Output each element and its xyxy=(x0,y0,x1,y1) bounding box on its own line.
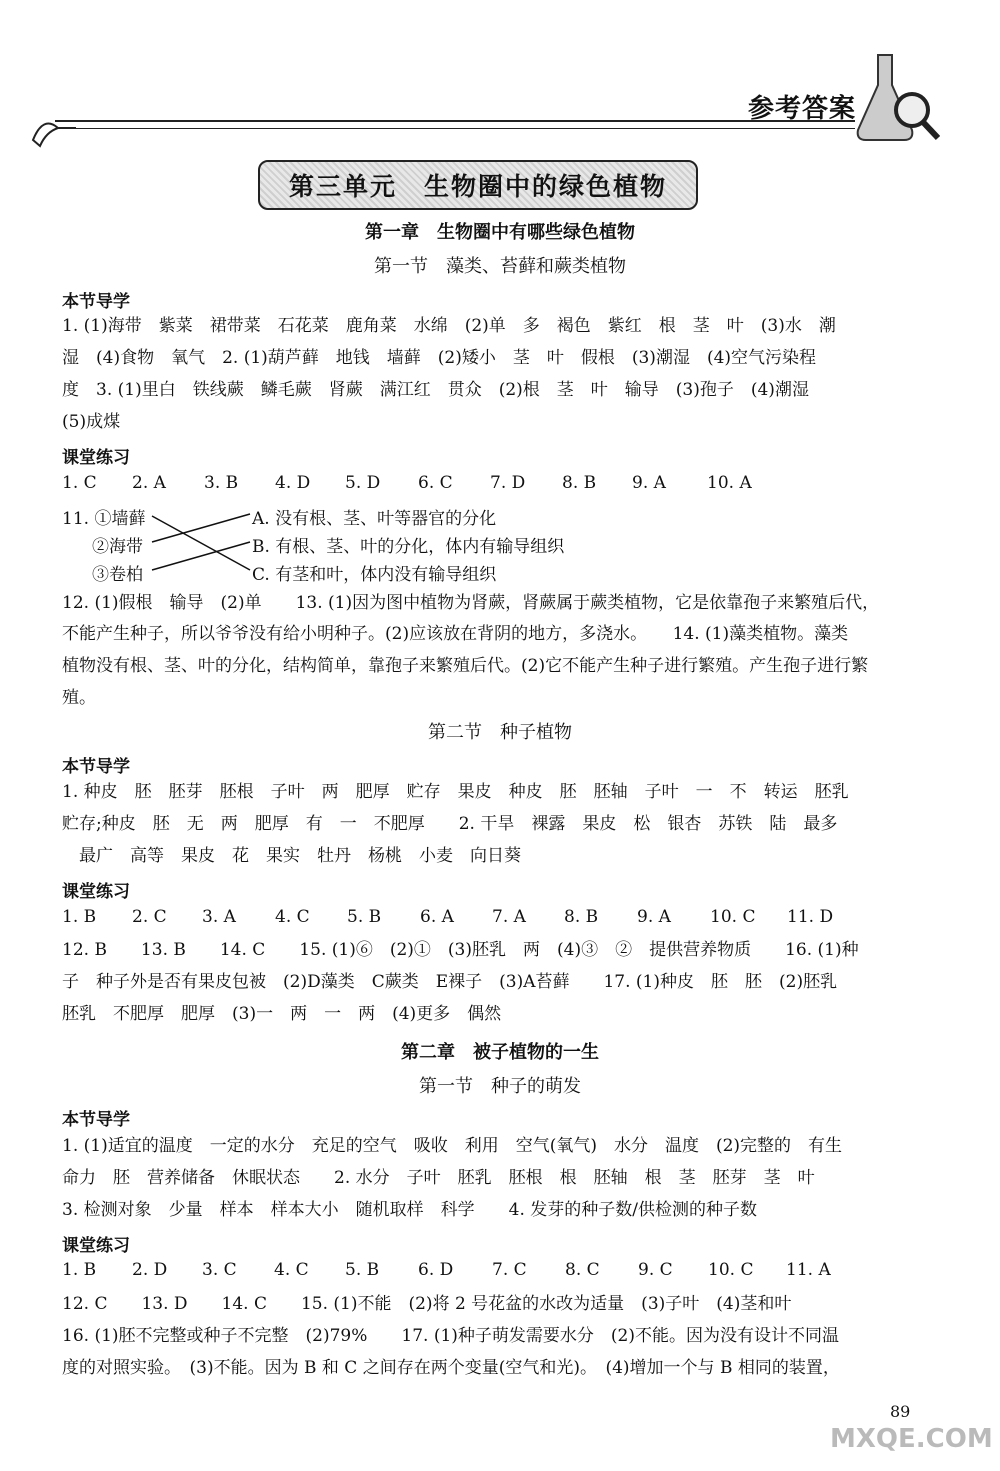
sec2-1-guide-line: 命力 胚 营养储备 休眠状态 2. 水分 子叶 胚乳 胚根 根 胚轴 根 茎 胚芽 茎 叶 xyxy=(62,1168,815,1188)
sec1-1-tail-line: 殖。 xyxy=(62,688,96,708)
sec1-1-title: 第一节 藻类、苔藓和蕨类植物 xyxy=(374,256,626,277)
answer-item: 3. B xyxy=(204,473,239,493)
sec2-1-guide-line: 1. (1)适宜的温度 一定的水分 充足的空气 吸收 利用 空气(氧气) 水分 温度 (2)完整的 有生 xyxy=(62,1136,843,1156)
answer-item: 4. C xyxy=(275,907,310,927)
answer-item: 5. B xyxy=(347,907,382,927)
match-left-item: ②海带 xyxy=(92,537,143,557)
sec1-2-tail-line: 胚乳 不肥厚 肥厚 (3)一 两 一 两 (4)更多 偶然 xyxy=(62,1004,502,1024)
answer-item: 9. A xyxy=(637,907,671,927)
answer-item: 7. C xyxy=(492,1260,527,1280)
answer-item: 11. D xyxy=(787,907,834,927)
answer-item: 2. A xyxy=(132,473,166,493)
flask-magnifier-icon xyxy=(850,50,940,145)
answer-item: 1. B xyxy=(62,907,97,927)
sec1-2-guide-line: 贮存;种皮 胚 无 两 肥厚 有 一 不肥厚 2. 干旱 裸露 果皮 松 银杏 苏铁 陆 最多 xyxy=(62,814,838,834)
answer-item: 10. C xyxy=(708,1260,754,1280)
page-number: 89 xyxy=(890,1402,911,1421)
answer-item: 10. C xyxy=(710,907,756,927)
answer-item: 8. B xyxy=(562,473,597,493)
watermark-logo xyxy=(830,1380,993,1460)
match-left-item: 11. ①墙藓 xyxy=(62,509,146,529)
sec1-1-tail-line: 不能产生种子，所以爷爷没有给小明种子。(2)应该放在背阴的地方，多浇水。 14. (1)藻类植物。藻类 xyxy=(62,624,849,644)
sec1-2-guide-line: 1. 种皮 胚 胚芽 胚根 子叶 两 肥厚 贮存 果皮 种皮 胚 胚轴 子叶 一 不 转运 胚乳 xyxy=(62,782,849,802)
unit-title-banner xyxy=(258,160,698,210)
answer-item: 2. C xyxy=(132,907,167,927)
answer-item: 6. A xyxy=(420,907,454,927)
header-rule-bottom xyxy=(55,128,855,129)
answer-item: 1. B xyxy=(62,1260,97,1280)
answer-item: 1. C xyxy=(62,473,97,493)
answer-item: 5. D xyxy=(345,473,381,493)
answer-item: 6. D xyxy=(418,1260,454,1280)
sec1-1-guide-line: 度 3. (1)里白 铁线蕨 鳞毛蕨 肾蕨 满江红 贯众 (2)根 茎 叶 输导 (3)孢子 (4)潮湿 xyxy=(62,380,809,400)
match-right-item: B. 有根、茎、叶的分化，体内有输导组织 xyxy=(252,537,565,557)
sec1-1-practice-label: 课堂练习 xyxy=(62,448,130,468)
chapter2-title: 第二章 被子植物的一生 xyxy=(401,1042,599,1063)
sec1-1-tail-line: 植物没有根、茎、叶的分化，结构简单，靠孢子来繁殖后代。(2)它不能产生种子进行繁殖。产生孢子进行繁 xyxy=(62,656,869,676)
match-right-item: A. 没有根、茎、叶等器官的分化 xyxy=(252,509,497,529)
sec2-1-guide-line: 3. 检测对象 少量 样本 样本大小 随机取样 科学 4. 发芽的种子数/供检测的种子数 xyxy=(62,1200,757,1220)
match-right-item: C. 有茎和叶，体内没有输导组织 xyxy=(252,565,497,585)
unit-title: 第三单元 生物圈中的绿色植物 xyxy=(288,172,667,201)
sec1-1-guide-line: (5)成煤 xyxy=(62,412,121,432)
sec1-1-guide-line: 湿 (4)食物 氧气 2. (1)葫芦藓 地钱 墙藓 (2)矮小 茎 叶 假根 (3)潮湿 (4)空气污染程 xyxy=(62,348,817,368)
answer-item: 6. C xyxy=(418,473,453,493)
answer-item: 8. C xyxy=(565,1260,600,1280)
sec1-2-tail-line: 12. B 13. B 14. C 15. (1)⑥ (2)① (3)胚乳 两 (4)③ ② 提供营养物质 16. (1)种 xyxy=(62,940,859,960)
header-title: 参考答案 xyxy=(748,94,857,124)
sec1-1-guide-label: 本节导学 xyxy=(62,292,130,312)
sec2-1-tail-line: 16. (1)胚不完整或种子不完整 (2)79% 17. (1)种子萌发需要水分 (2)不能。因为没有设计不同温 xyxy=(62,1326,839,1346)
header-rule-top xyxy=(55,120,855,122)
answer-item: 8. B xyxy=(564,907,599,927)
sec1-2-guide-line: 最广 高等 果皮 花 果实 牡丹 杨桃 小麦 向日葵 xyxy=(62,846,521,866)
sec1-2-practice-label: 课堂练习 xyxy=(62,882,130,902)
sec1-2-guide-label: 本节导学 xyxy=(62,757,130,777)
watermark-text: MXQE.COM xyxy=(830,1424,993,1454)
sec1-2-title: 第二节 种子植物 xyxy=(428,722,572,743)
match-left-item: ③卷柏 xyxy=(92,565,143,585)
sec2-1-tail-line: 12. C 13. D 14. C 15. (1)不能 (2)将 2 号花盆的水改为适量 (3)子叶 (4)茎和叶 xyxy=(62,1294,792,1314)
answer-item: 7. D xyxy=(490,473,526,493)
answer-item: 9. C xyxy=(638,1260,673,1280)
answer-item: 3. C xyxy=(202,1260,237,1280)
sec1-1-guide-line: 1. (1)海带 紫菜 裙带菜 石花菜 鹿角菜 水绵 (2)单 多 褐色 紫红 根 茎 叶 (3)水 潮 xyxy=(62,316,836,336)
answer-item: 4. C xyxy=(274,1260,309,1280)
answer-item: 2. D xyxy=(132,1260,168,1280)
answer-item: 4. D xyxy=(275,473,311,493)
matching-lines xyxy=(62,502,262,586)
sec2-1-title: 第一节 种子的萌发 xyxy=(419,1076,581,1097)
answer-item: 5. B xyxy=(345,1260,380,1280)
chapter1-title: 第一章 生物圈中有哪些绿色植物 xyxy=(365,222,635,243)
answer-item: 3. A xyxy=(202,907,236,927)
sec2-1-tail-line: 度的对照实验。 (3)不能。因为 B 和 C 之间存在两个变量(空气和光)。 (4)增加一个与 B 相同的装置， xyxy=(62,1358,840,1378)
answer-item: 7. A xyxy=(492,907,526,927)
answer-item: 9. A xyxy=(632,473,666,493)
sec2-1-practice-label: 课堂练习 xyxy=(62,1236,130,1256)
sec1-1-tail-line: 12. (1)假根 输导 (2)单 13. (1)因为图中植物为肾蕨，肾蕨属于蕨类植物，它是依靠孢子来繁殖后代， xyxy=(62,593,880,613)
matching-diagram xyxy=(62,502,622,586)
answer-item: 10. A xyxy=(707,473,752,493)
sec1-2-tail-line: 子 种子外是否有果皮包被 (2)D藻类 C蕨类 E裸子 (3)A苔藓 17. (1)种皮 胚 胚 (2)胚乳 xyxy=(62,972,838,992)
sec2-1-guide-label: 本节导学 xyxy=(62,1110,130,1130)
pen-ornament-icon xyxy=(28,110,78,150)
answer-item: 11. A xyxy=(786,1260,831,1280)
